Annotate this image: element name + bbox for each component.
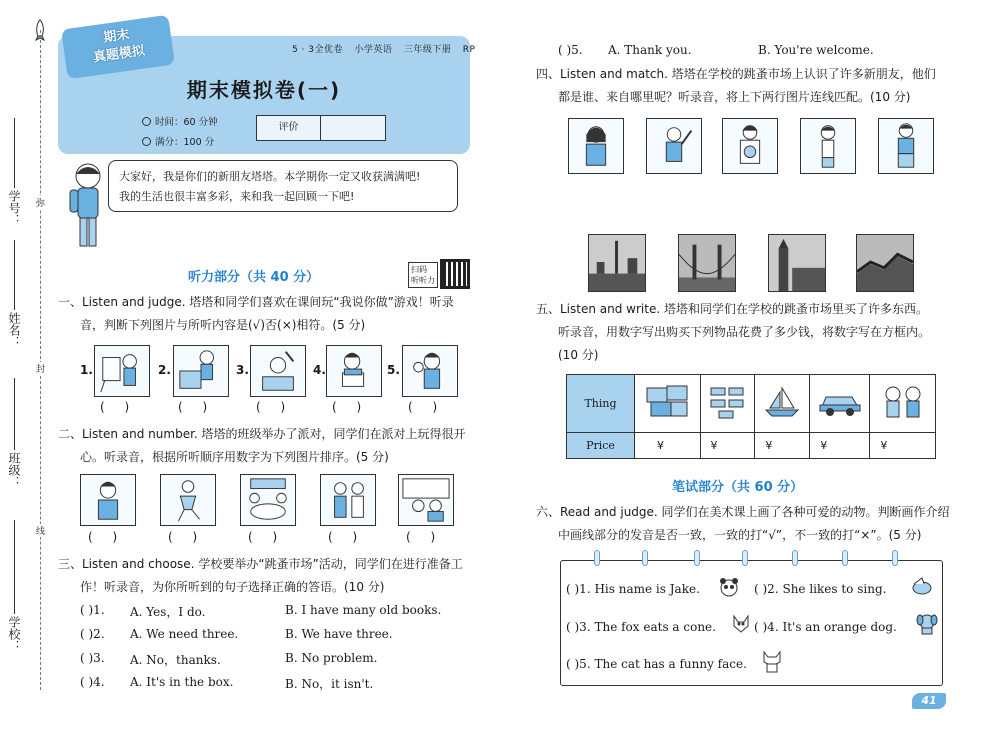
- student-id-label: 学号：: [7, 190, 21, 226]
- cut-mark: 封: [36, 362, 45, 375]
- q1-picture-eating: [402, 345, 458, 397]
- question-line: 六、Read and judge. 同学们在美术课上画了各种可爱的动物。判断画作介绍: [536, 505, 950, 519]
- price-cell[interactable]: ¥: [755, 433, 810, 459]
- answer-blank[interactable]: ( ): [256, 400, 294, 414]
- question-line: 中画线部分的发音是否一致，一致的打“√”，不一致的打“×”。(5 分): [558, 528, 922, 542]
- item-number: 4.: [313, 363, 326, 377]
- bird-icon: [910, 576, 934, 598]
- binder-ring: [792, 550, 798, 566]
- judge-sentence: The cat has a funny face.: [594, 657, 747, 671]
- binding-margin: [0, 0, 52, 735]
- choice-a: A. We need three.: [130, 627, 239, 641]
- school-label: 学校：: [7, 616, 21, 652]
- choice-number: ( )4.: [80, 675, 105, 689]
- school-line: [14, 520, 15, 614]
- choice-a: A. Yes，I do.: [130, 605, 206, 619]
- price-cell[interactable]: ¥: [870, 433, 936, 459]
- mascot-boy-icon: [66, 160, 110, 252]
- q2-picture-singing: [320, 474, 376, 526]
- evaluation-field[interactable]: [321, 116, 385, 140]
- judge-item[interactable]: [754, 620, 897, 634]
- item-number: 2.: [158, 363, 171, 377]
- q2-picture-party: [240, 474, 296, 526]
- answer-blank[interactable]: ( ): [332, 400, 370, 414]
- choice-b: B. We have three.: [285, 627, 393, 641]
- qr-code-icon[interactable]: [440, 259, 470, 289]
- choice-b: B. No problem.: [285, 651, 378, 665]
- item-number: 1.: [80, 363, 93, 377]
- evaluation-box: [256, 115, 386, 141]
- price-cell[interactable]: ¥: [635, 433, 701, 459]
- thing-car: [810, 375, 870, 433]
- question-4-text: [536, 63, 966, 109]
- judge-item[interactable]: [566, 620, 716, 634]
- panda-icon: [718, 576, 740, 598]
- answer-blank[interactable]: ( ): [100, 400, 138, 414]
- judge-number: ( )5.: [566, 657, 591, 671]
- class-label: 班级：: [7, 452, 21, 488]
- question-line: 三、Listen and choose. 学校要举办“跳蚤市场”活动，同学们在进行准备工: [58, 557, 463, 571]
- friend-boy-waving-picture[interactable]: [646, 118, 702, 174]
- friend-girl-cat-picture[interactable]: [722, 118, 778, 174]
- judge-item[interactable]: [754, 582, 886, 596]
- boat-icon: [762, 384, 802, 420]
- dolls-icon: [879, 382, 927, 422]
- cat-icon: [760, 648, 784, 674]
- question-line: 音，判断下列图片与所听内容是(√)否(×)相符。(5 分): [80, 318, 366, 332]
- q1-picture-reading: [326, 345, 382, 397]
- judge-item[interactable]: [566, 582, 700, 596]
- judge-number: ( )2.: [754, 582, 779, 596]
- city-photo-great-wall[interactable]: [856, 234, 914, 292]
- question-2-text: [58, 423, 478, 469]
- thing-erasers: [700, 375, 755, 433]
- question-line: 都是谁、来自哪里呢？听录音，将上下两行图片连线匹配。(10 分): [558, 90, 911, 104]
- answer-blank[interactable]: ( ): [88, 530, 126, 544]
- answer-blank[interactable]: ( ): [408, 400, 446, 414]
- book-grade: 三年级下册: [403, 45, 452, 55]
- choice-b: B. No，it isn't.: [285, 677, 374, 691]
- q2-picture-dancing: [160, 474, 216, 526]
- cut-mark: 线: [36, 524, 45, 537]
- city-photo-big-ben[interactable]: [768, 234, 826, 292]
- page-number: 41: [912, 693, 946, 709]
- q1-picture-box: [173, 345, 229, 397]
- q2-picture-classroom: [398, 474, 454, 526]
- choice-a: A. It's in the box.: [130, 675, 234, 689]
- city-photo-toronto[interactable]: [588, 234, 646, 292]
- friend-boy-tall-picture[interactable]: [878, 118, 934, 174]
- listening-section-title: 听力部分（共 40 分）: [188, 270, 320, 285]
- choice-number: ( )1.: [80, 603, 105, 617]
- class-line: [14, 378, 15, 450]
- time-text: 时间：60 分钟: [155, 117, 218, 128]
- answer-blank[interactable]: ( ): [328, 530, 366, 544]
- binder-ring: [892, 550, 898, 566]
- judge-sentence: She likes to sing.: [782, 582, 887, 596]
- bubble-line: 我的生活也很丰富多彩，来和我一起回顾一下吧!: [119, 190, 355, 203]
- score-info: [142, 134, 214, 148]
- clock-icon: [142, 117, 151, 126]
- question-6-text: [536, 501, 966, 547]
- choice-a: A. Thank you.: [608, 43, 692, 57]
- item-number: 5.: [387, 363, 400, 377]
- question-line: 作！听录音，为你所听到的句子选择正确的答语。(10 分): [80, 580, 385, 594]
- choice-number: ( )3.: [80, 651, 105, 665]
- question-3-text: [58, 553, 478, 599]
- question-line: 五、Listen and write. 塔塔和同学们在学校的跳蚤市场里买了许多东西。: [536, 302, 928, 316]
- writing-section-title: 笔试部分（共 60 分）: [672, 480, 804, 495]
- page-title: 期末模拟卷(一): [186, 78, 342, 102]
- dog-icon: [916, 612, 938, 636]
- question-line: 四、Listen and match. 塔塔在学校的跳蚤市场上认识了许多新朋友，他们: [536, 67, 936, 81]
- book-info: [292, 42, 483, 55]
- question-1-text: [58, 291, 478, 337]
- item-number: 3.: [236, 363, 249, 377]
- q1-picture-writing: [250, 345, 306, 397]
- answer-blank[interactable]: ( ): [406, 530, 444, 544]
- question-line: 听录音，用数字写出购买下列物品花费了多少钱，将数字写在方框内。: [558, 325, 931, 339]
- friend-boy-picture[interactable]: [800, 118, 856, 174]
- book-subject: 小学英语: [354, 45, 393, 55]
- judge-number: ( )1.: [566, 582, 591, 596]
- thing-dolls: [870, 375, 936, 433]
- evaluation-label: 评价: [257, 116, 321, 140]
- friend-girl-picture[interactable]: [568, 118, 624, 174]
- choice-a: A. No，thanks.: [130, 653, 221, 667]
- q2-picture-boy: [80, 474, 136, 526]
- choice-b: B. You're welcome.: [758, 43, 874, 57]
- judge-sentence: His name is Jake.: [594, 582, 700, 596]
- choice-number: ( )2.: [80, 627, 105, 641]
- car-icon: [818, 387, 862, 417]
- price-table: [566, 374, 936, 459]
- bubble-line: 大家好，我是你们的新朋友塔塔。本学期你一定又收获满满吧!: [119, 170, 421, 183]
- score-text: 满分：100 分: [155, 137, 215, 148]
- speech-bubble: [108, 160, 458, 212]
- q1-picture-drawing: [94, 345, 150, 397]
- question-line: 心。听录音，根据所听顺序用数字为下列图片排序。(5 分): [80, 450, 389, 464]
- name-line: [14, 240, 15, 310]
- price-cell[interactable]: ¥: [810, 433, 870, 459]
- judge-number: ( )3.: [566, 620, 591, 634]
- choice-b: B. I have many old books.: [285, 603, 442, 617]
- city-photo-golden-gate[interactable]: [678, 234, 736, 292]
- qr-label-line: 扫码: [411, 265, 427, 274]
- book-edition: RP: [462, 45, 476, 55]
- qr-label: [408, 262, 438, 288]
- cut-mark: 弥: [36, 196, 45, 209]
- question-line: 二、Listen and number. 塔塔的班级举办了派对，同学们在派对上玩得很开: [58, 427, 466, 441]
- fox-icon: [730, 612, 752, 636]
- binder-ring: [842, 550, 848, 566]
- badge-line: 真题模拟: [92, 43, 146, 66]
- price-header: Price: [567, 433, 635, 459]
- answer-blank[interactable]: ( ): [178, 400, 216, 414]
- binder-ring: [642, 550, 648, 566]
- answer-blank[interactable]: ( ): [168, 530, 206, 544]
- price-cell[interactable]: ¥: [700, 433, 755, 459]
- badge-line: 期末: [102, 27, 131, 46]
- time-info: [142, 114, 218, 128]
- judge-sentence: It's an orange dog.: [782, 620, 897, 634]
- cut-line: [40, 30, 41, 690]
- binder-ring: [594, 550, 600, 566]
- book-series: 5 · 3全优卷: [292, 45, 344, 55]
- question-line: (10 分): [558, 348, 599, 362]
- name-label: 姓名：: [7, 312, 21, 348]
- choice-number: ( )5.: [558, 43, 583, 57]
- stickers-icon: [643, 382, 691, 422]
- judge-number: ( )4.: [754, 620, 779, 634]
- judge-item[interactable]: [566, 657, 747, 671]
- binder-ring: [694, 550, 700, 566]
- thing-header: Thing: [567, 375, 635, 433]
- question-5-text: [536, 298, 966, 367]
- answer-blank[interactable]: ( ): [248, 530, 286, 544]
- erasers-icon: [707, 384, 747, 420]
- check-circle-icon: [142, 137, 151, 146]
- qr-label-line: 听听力: [411, 276, 435, 285]
- thing-stickers: [635, 375, 701, 433]
- judge-sentence: The fox eats a cone.: [594, 620, 716, 634]
- binder-ring: [742, 550, 748, 566]
- thing-boat: [755, 375, 810, 433]
- question-line: 一、Listen and judge. 塔塔和同学们喜欢在课间玩“我说你做”游戏！听录: [58, 295, 454, 309]
- student-id-line: [14, 118, 15, 188]
